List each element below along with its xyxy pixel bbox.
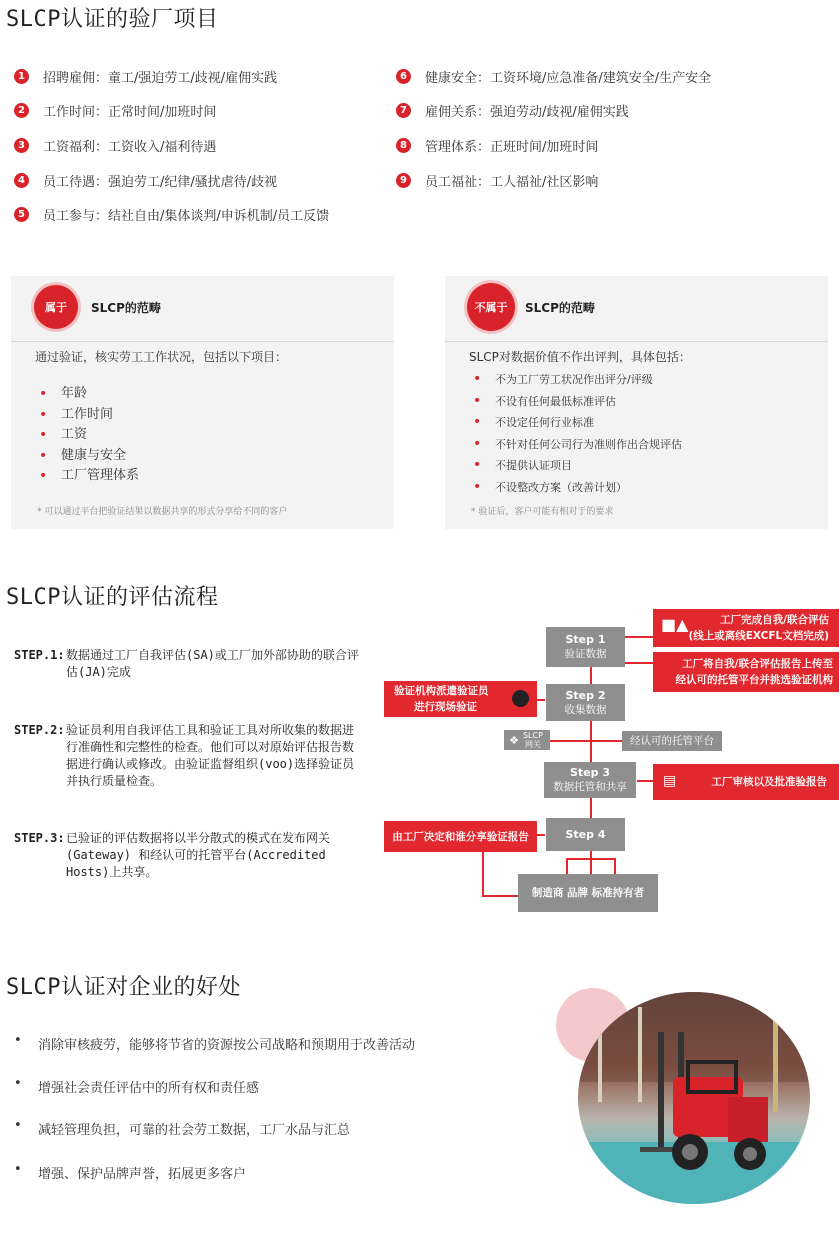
list-item (396, 171, 598, 190)
flow-step-title: Step 4 (565, 828, 606, 841)
scope-out-list (473, 369, 682, 498)
flow-arrow (550, 740, 622, 742)
flow-final (518, 874, 658, 912)
flow-note-share (384, 821, 537, 852)
slcp-logo-icon: ❖ (509, 733, 519, 747)
list-item (14, 101, 216, 120)
scope-out-badge: 不属于 (467, 283, 515, 331)
panel-header (11, 276, 394, 342)
item-text: 员工待遇：强迫劳工/纪律/骚扰虐待/歧视 (43, 175, 278, 190)
factory-icon: ■▲ (661, 615, 689, 634)
flow-arrow (537, 834, 545, 836)
flow-arrow (614, 858, 616, 874)
list-item: • 不为工厂劳工状况作出评分/评级 (473, 369, 682, 391)
benefit-text: 增强社会责任评估中的所有权和责任感 (38, 1081, 260, 1096)
benefit-text: 消除审核疲劳，能够将节省的资源按公司战略和预期用于改善活动 (38, 1038, 416, 1053)
panel-header (445, 276, 828, 342)
list-item: • 不设整改方案（改善计划） (473, 477, 682, 499)
scope-out-panel (445, 276, 828, 529)
flow-arrow (482, 895, 518, 897)
flow-gateway (504, 730, 550, 750)
benefit-item (14, 1119, 350, 1138)
number-badge: 4 (14, 173, 29, 188)
document-icon: ▤ (663, 773, 677, 789)
number-badge: 7 (396, 103, 411, 118)
step-1-description (14, 647, 360, 681)
list-item: • 年龄 (39, 384, 139, 405)
step-label: STEP.3: (14, 831, 65, 845)
section-title-audit-items: SLCP认证的验厂项目 (6, 7, 219, 32)
section-title-process: SLCP认证的评估流程 (6, 585, 219, 610)
step-3-description (14, 830, 360, 881)
step-text: 验证员利用自我评估工具和验证工具对所收集的数据进行准确性和完整性的检查。他们可以对原始评估报告数据进行确认或修改。由验证监督组织(voo)选择验证员并执行质量检查。 (66, 723, 355, 788)
number-badge: 2 (14, 103, 29, 118)
flow-note-verifier (384, 681, 537, 717)
flow-step-3 (544, 762, 636, 798)
gateway-label: SLCP 网关 (522, 731, 543, 749)
flow-step-sub: 收集数据 (564, 703, 607, 716)
list-item (14, 205, 329, 224)
flow-arrow (537, 699, 545, 701)
panel-note: * 验证后，客户可能有相对于的要求 (471, 507, 614, 517)
scope-in-panel (11, 276, 394, 529)
host-label: 经认可的托管平台 (630, 734, 714, 747)
item-text: 雇佣关系：强迫劳动/歧视/雇佣实践 (425, 105, 629, 120)
note-line: 工厂将自我/联合评估报告上传至 (682, 658, 833, 670)
number-badge: 8 (396, 138, 411, 153)
scope-in-badge: 属于 (34, 285, 78, 329)
flow-step-title: Step 2 (565, 688, 606, 702)
item-text: 工作时间：正常时间/加班时间 (43, 105, 217, 120)
flow-step-sub: 验证数据 (564, 648, 607, 660)
flow-host (622, 731, 722, 751)
flow-step-title: Step 3 (570, 766, 610, 779)
panel-note: * 可以通过平台把验证结果以数据共享的形式分享给不同的客户 (37, 507, 288, 517)
item-text: 健康安全：工资环境/应急准备/建筑安全/生产安全 (425, 71, 712, 86)
note-line: 由工厂决定和谁分享验证报告 (392, 830, 529, 843)
note-line: 工厂审核以及批准验报告 (711, 776, 827, 788)
list-item: • 工厂管理体系 (39, 466, 139, 487)
forklift-photo (578, 992, 810, 1204)
panel-title: SLCP的范畴 (91, 301, 161, 315)
flow-step-title: Step 1 (565, 633, 606, 646)
flow-arrow (625, 662, 653, 664)
flow-arrow (590, 666, 592, 684)
panel-title: SLCP的范畴 (525, 301, 595, 315)
section-title-benefits: SLCP认证对企业的好处 (6, 975, 241, 1000)
list-item (14, 136, 216, 155)
flow-note-approve (653, 764, 839, 800)
flow-arrow (625, 636, 653, 638)
note-line: (线上或离线EXCFL文档完成) (688, 630, 829, 642)
list-item: • 工资 (39, 425, 139, 446)
flow-arrow (637, 780, 653, 782)
list-item: • 不设有任何最低标准评估 (473, 391, 682, 413)
list-item: • 不针对任何公司行为准则作出合规评估 (473, 434, 682, 456)
note-line: 进行现场验证 (414, 701, 477, 713)
flow-step-sub: 数据托管和共享 (553, 781, 627, 793)
number-badge: 1 (14, 69, 29, 84)
forklift-illustration (578, 992, 810, 1204)
step-label: STEP.1: (14, 648, 65, 662)
list-item (396, 136, 598, 155)
flow-arrow (590, 798, 592, 818)
benefit-text: 减轻管理负担，可靠的社会劳工数据，工厂水品与汇总 (38, 1123, 351, 1138)
flow-arrow (482, 852, 484, 896)
step-label: STEP.2: (14, 723, 65, 737)
item-text: 员工福祉：工人福祉/社区影响 (425, 175, 599, 190)
list-item (396, 101, 629, 120)
flow-step-2 (546, 684, 625, 721)
list-item: • 不提供认证项目 (473, 455, 682, 477)
item-text: 工资福利：工资收入/福利待遇 (43, 140, 217, 155)
item-text: 招聘雇佣：童工/强迫劳工/歧视/雇佣实践 (43, 71, 278, 86)
number-badge: 3 (14, 138, 29, 153)
scope-in-list (39, 384, 139, 487)
flow-step-1 (546, 627, 625, 667)
item-text: 员工参与：结社自由/集体谈判/申诉机制/员工反馈 (43, 209, 330, 224)
list-item (396, 67, 711, 86)
flow-note-upload (653, 652, 839, 692)
step-text: 已验证的评估数据将以半分散式的模式在发布网关(Gateway) 和经认可的托管平台(Accredited Hosts)上共享。 (66, 831, 331, 879)
list-item: • 健康与安全 (39, 446, 139, 467)
flow-step-4 (546, 818, 625, 851)
number-badge: 6 (396, 69, 411, 84)
final-label: 制造商 品牌 标准持有者 (531, 886, 645, 899)
benefit-text: 增强、保护品牌声誉，拓展更多客户 (38, 1167, 247, 1182)
note-line: 验证机构派遣验证员 (394, 685, 489, 697)
list-item: • 不设定任何行业标准 (473, 412, 682, 434)
note-line: 工厂完成自我/联合评估 (720, 614, 829, 626)
step-text: 数据通过工厂自我评估(SA)或工厂加外部协助的联合评估(JA)完成 (66, 648, 359, 679)
item-text: 管理体系：正班时间/加班时间 (425, 140, 599, 155)
number-badge: 9 (396, 173, 411, 188)
panel-intro: 通过验证，核实劳工工作状况，包括以下项目： (35, 350, 288, 364)
benefit-item (14, 1077, 259, 1096)
step-2-description (14, 722, 360, 790)
note-line: 经认可的托管平台并挑选验证机构 (675, 674, 833, 686)
benefit-item (14, 1163, 246, 1182)
flow-arrow (590, 858, 592, 874)
verifier-icon (512, 690, 529, 707)
number-badge: 5 (14, 207, 29, 222)
benefit-item (14, 1034, 415, 1053)
flow-note-self-assessment (653, 609, 839, 647)
panel-intro: SLCP对数据价值不作出评判，具体包括： (469, 350, 691, 364)
list-item (14, 171, 277, 190)
flow-arrow (566, 858, 568, 874)
list-item: • 工作时间 (39, 405, 139, 426)
list-item (14, 67, 277, 86)
